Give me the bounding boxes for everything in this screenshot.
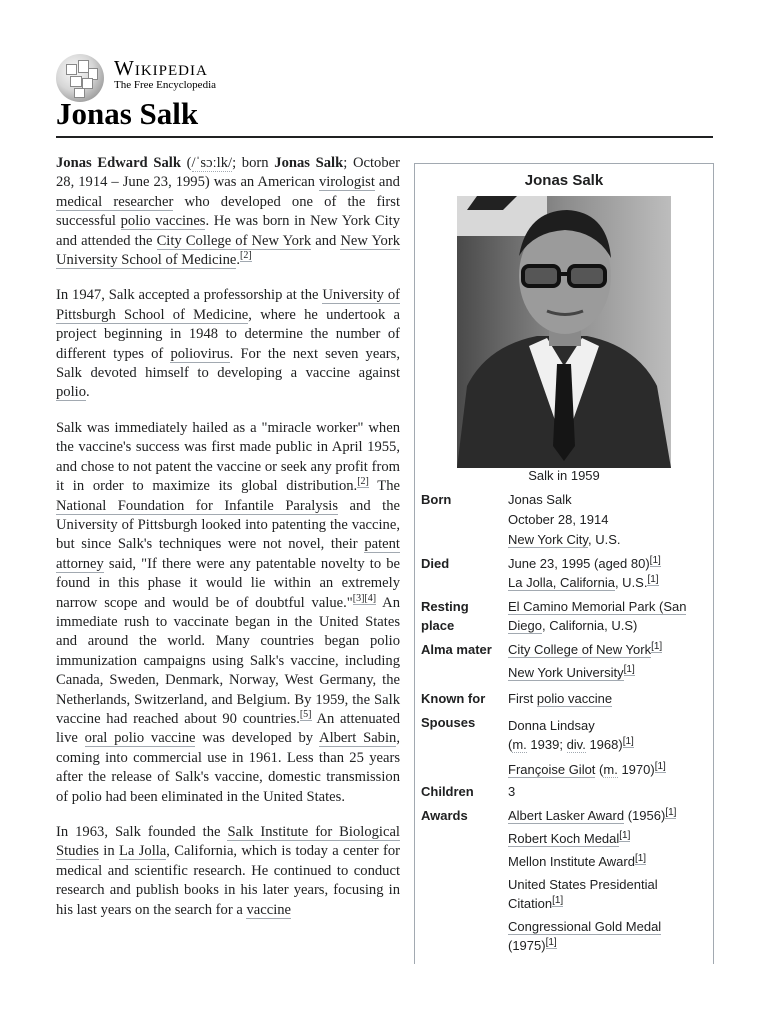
link-patent-attorney[interactable]: patent attorney bbox=[56, 536, 400, 572]
portrait-photo-graphic bbox=[457, 196, 671, 468]
pronunciation-link[interactable]: /ˈsɔːlk/ bbox=[191, 155, 233, 171]
divorced-abbr[interactable]: div. bbox=[566, 737, 586, 752]
paragraph-3: Salk was immediately hailed as a "miracle worker" when the vaccine's success was first made public in April 1955, and chose to not patent the vaccine or seek any profit from it in order to maximize its global distribution.[2] The National Foundation for Infantile Paralysis and the University of Pittsburgh looked into patenting the vaccine, but since Salk's techniques were not novel, their patent attorney said, "If there were any patentable novelty to be found in this phase it would lie within an extremely narrow scope and would be of doubtful value."[3][4] An immediate rush to vaccinate began in the United States and around the world. Many countries began polio immunization campaigns using Salk's vaccine, including Canada, Sweden, Denmark, Norway, West Germany, the Netherlands, Switzerland, and Belgium. By 1959, the Salk vaccine had reached about 90 countries.[5] An attenuated live oral polio vaccine was developed by Albert Sabin, coming into commercial use in 1961. Less than 25 years after the release of Salk's vaccine, domestic transmission of polio had been eliminated in the United States. bbox=[56, 419, 400, 805]
born-value: Jonas Salk October 28, 1914 New York City, U.S. bbox=[508, 490, 704, 549]
ref-link[interactable]: [1] bbox=[545, 936, 557, 948]
resting-place-label: Resting place bbox=[421, 599, 469, 633]
resting-place-value: El Camino Memorial Park (San Diego, California, U.S) bbox=[508, 599, 687, 633]
ref-link[interactable]: [1] bbox=[622, 735, 634, 747]
ref-link[interactable]: [3] bbox=[352, 592, 365, 604]
ref-link[interactable]: [5] bbox=[299, 709, 312, 721]
ref-link[interactable]: [1] bbox=[552, 894, 564, 906]
link-el-camino-memorial-park[interactable]: El Camino Memorial Park (San bbox=[508, 599, 687, 614]
photo-caption: Salk in 1959 bbox=[528, 468, 600, 483]
link-robert-koch-medal[interactable]: Robert Koch Medal bbox=[508, 831, 620, 846]
wikipedia-tagline: The Free Encyclopedia bbox=[114, 79, 217, 91]
link-new-york-city[interactable]: New York City bbox=[508, 532, 588, 547]
paragraph-4: In 1963, Salk founded the Salk Institute for Biological Studies in La Jolla, California, which is today a center for medical and scientific research. He continued to conduct research and publish books in his later years, focusing in his last years on the search for a vaccine bbox=[56, 824, 400, 918]
link-vaccine[interactable]: vaccine bbox=[246, 901, 292, 918]
link-virologist[interactable]: virologist bbox=[318, 174, 375, 191]
alma-mater-value bbox=[508, 640, 704, 682]
award-presidential-citation: United States Presidential bbox=[508, 877, 658, 892]
known-for-value: First polio vaccine bbox=[508, 691, 613, 706]
link-polio-vaccines[interactable]: polio vaccines bbox=[120, 213, 206, 230]
link-francoise-gilot[interactable]: Françoise Gilot bbox=[508, 762, 596, 777]
link-salk-institute[interactable]: Salk Institute for Biological Studies bbox=[56, 824, 400, 860]
died-label: Died bbox=[421, 556, 450, 571]
ref-link[interactable]: [1] bbox=[647, 573, 659, 585]
born-label: Born bbox=[421, 492, 452, 507]
subject-name: Jonas Edward Salk bbox=[56, 155, 181, 171]
alma-mater-label: Alma mater bbox=[421, 642, 492, 657]
ref-link[interactable]: [1] bbox=[619, 829, 631, 841]
spouse-1: Donna Lindsay bbox=[508, 718, 595, 733]
title-divider bbox=[56, 136, 713, 138]
paragraph-1: Jonas Edward Salk (/ˈsɔːlk/; born Jonas Salk; October 28, 1914 – June 23, 1995) was an American virologist and medical researcher who developed one of the first successful polio vaccines. He was born in New York City and attended the City College of New York and New York University School of Medicine.[2] bbox=[56, 155, 401, 269]
link-medical-researcher[interactable]: medical researcher bbox=[56, 193, 174, 210]
ref-link[interactable]: [1] bbox=[634, 852, 647, 864]
link-ccny[interactable]: City College of New York bbox=[508, 642, 652, 657]
link-nyu[interactable]: New York University bbox=[508, 665, 624, 680]
link-la-jolla-california[interactable]: La Jolla, California bbox=[508, 575, 615, 590]
link-oral-polio-vaccine[interactable]: oral polio vaccine bbox=[84, 730, 196, 747]
known-for-label: Known for bbox=[421, 691, 486, 706]
infobox bbox=[414, 163, 714, 964]
award-mellon: Mellon Institute Award bbox=[508, 854, 635, 869]
ref-link[interactable]: [1] bbox=[654, 760, 666, 772]
link-albert-sabin[interactable]: Albert Sabin bbox=[319, 730, 397, 747]
link-nyu-medicine[interactable]: New York University School of Medicine bbox=[56, 232, 400, 269]
site-header bbox=[56, 52, 356, 96]
spouses-label: Spouses bbox=[421, 715, 476, 730]
ref-link[interactable]: [2] bbox=[240, 250, 252, 262]
link-congressional-gold-medal[interactable]: Congressional Gold Medal bbox=[508, 919, 662, 934]
link-san-diego[interactable]: Diego bbox=[508, 618, 542, 633]
article-body bbox=[56, 154, 400, 936]
link-city-college[interactable]: City College of New York bbox=[156, 232, 312, 249]
spouses-value: Donna Lindsay (m. 1939; div. 1968)[1] Françoise Gilot (m. 1970)[1] bbox=[508, 716, 704, 779]
link-national-foundation[interactable]: National Foundation for Infantile Paralysis bbox=[56, 497, 339, 514]
link-la-jolla[interactable]: La Jolla bbox=[119, 843, 167, 860]
wikipedia-wordmark[interactable]: Wikipedia bbox=[114, 56, 208, 80]
ref-link[interactable]: [1] bbox=[651, 640, 663, 652]
children-label: Children bbox=[421, 784, 474, 799]
link-poliovirus[interactable]: poliovirus bbox=[170, 345, 230, 362]
link-pitt-medicine[interactable]: University of Pittsburgh School of Medicine bbox=[56, 287, 400, 323]
ref-link[interactable]: [4] bbox=[364, 592, 377, 604]
children-value: 3 bbox=[508, 784, 516, 799]
link-first-polio-vaccine[interactable]: polio vaccine bbox=[536, 691, 613, 706]
link-lasker-award[interactable]: Albert Lasker Award bbox=[508, 808, 625, 823]
link-polio[interactable]: polio bbox=[56, 384, 86, 401]
born-name: Jonas Salk bbox=[508, 492, 572, 507]
ref-link[interactable]: [1] bbox=[623, 663, 635, 675]
page-title: Jonas Salk bbox=[56, 96, 199, 131]
ref-link[interactable]: [1] bbox=[649, 554, 661, 566]
paragraph-2: In 1947, Salk accepted a professorship at the University of Pittsburgh School of Medicine, where he undertook a project beginning in 1948 to determine the number of different types of poliovirus. For the next seven years, Salk devoted himself to developing a vaccine against polio. bbox=[56, 287, 400, 401]
ref-link[interactable]: [2] bbox=[357, 476, 369, 488]
born-date: October 28, 1914 bbox=[508, 512, 609, 527]
birth-name: Jonas Salk bbox=[274, 155, 344, 171]
died-value: June 23, 1995 (aged 80)[1] La Jolla, California, U.S.[1] bbox=[508, 554, 661, 590]
awards-value: Albert Lasker Award (1956)[1] Robert Koch Medal[1] Mellon Institute Award[1] United States Presidential Citation[1] Congressional Gold Medal (1975)[1] bbox=[508, 806, 704, 955]
married-abbr[interactable]: m. bbox=[603, 762, 618, 777]
awards-label: Awards bbox=[421, 808, 468, 823]
ref-link[interactable]: [1] bbox=[665, 806, 677, 818]
infobox-title: Jonas Salk bbox=[524, 172, 604, 189]
portrait-photo[interactable] bbox=[457, 196, 671, 468]
wikipedia-globe-logo[interactable] bbox=[56, 54, 104, 102]
married-abbr[interactable]: m. bbox=[512, 737, 527, 752]
